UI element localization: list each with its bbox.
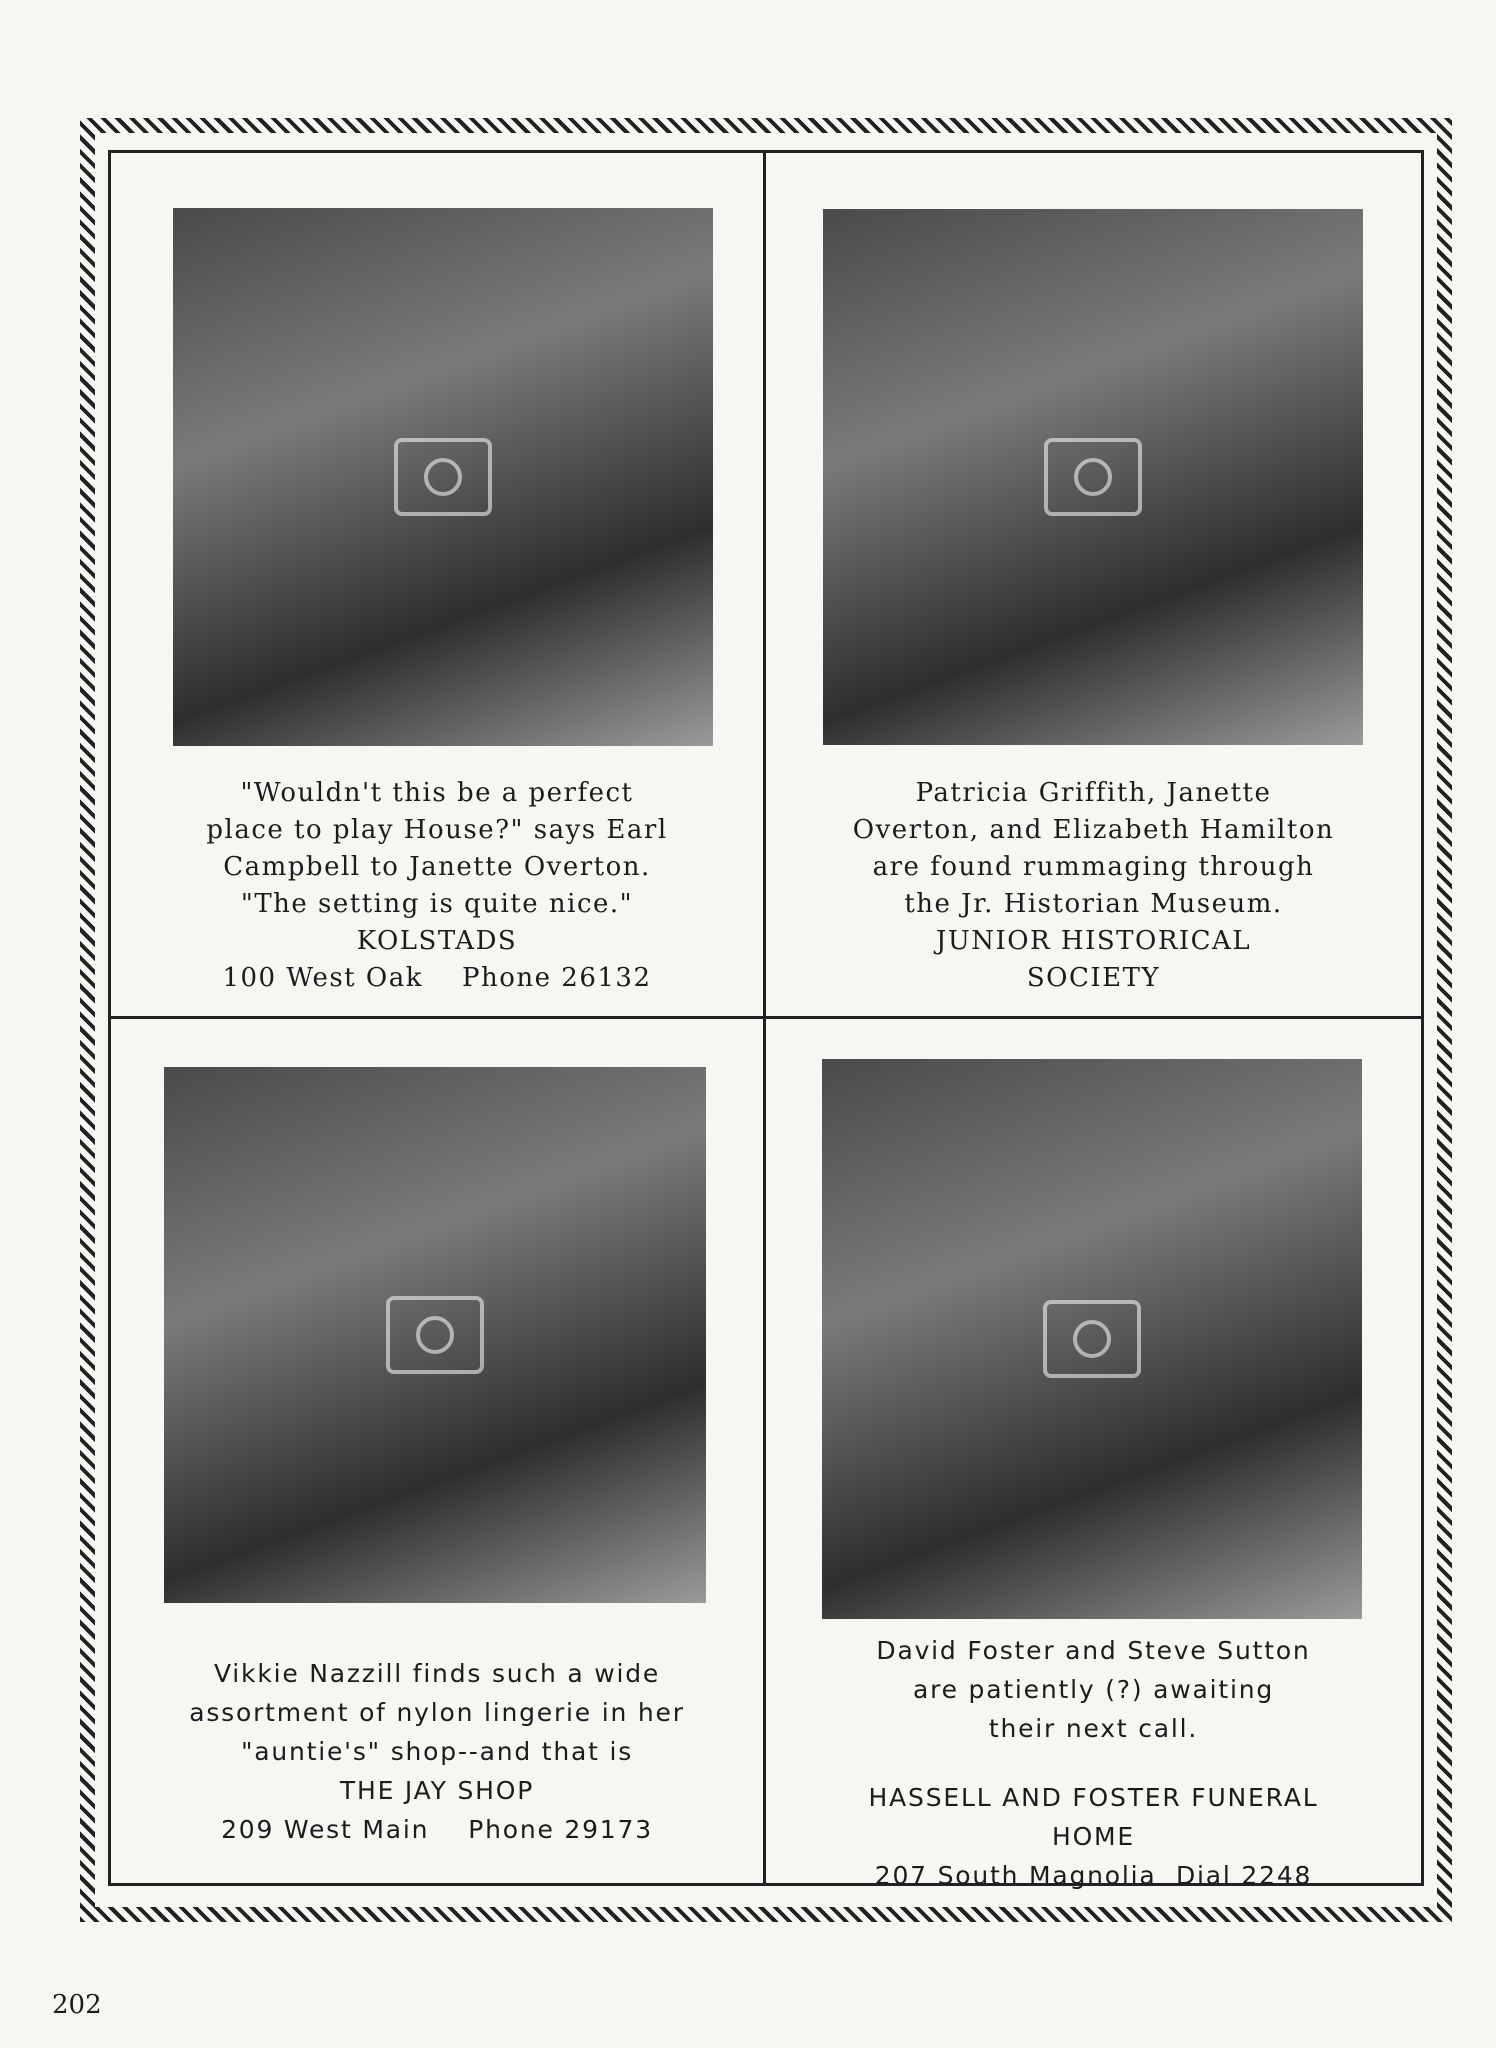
- ad-hassell-and-foster: [766, 1019, 1421, 1890]
- ad-photo-ambulance: [822, 1059, 1362, 1619]
- caption-line: assortment of nylon lingerie in her: [189, 1698, 685, 1727]
- caption-line: the Jr. Historian Museum.: [904, 889, 1283, 919]
- caption-line: "Wouldn't this be a perfect: [240, 778, 634, 808]
- caption-line: Vikkie Nazzill finds such a wide: [213, 1659, 661, 1688]
- caption-line: place to play House?" says Earl: [206, 815, 668, 845]
- ad-kolstads: [111, 153, 766, 1019]
- caption-spacer: [766, 1748, 1421, 1778]
- ad-caption: [111, 1654, 763, 1849]
- ad-photo-shop: [164, 1067, 706, 1603]
- business-address: 100 West Oak Phone 26132: [222, 963, 652, 993]
- ad-caption: [766, 775, 1421, 997]
- page-number: 202: [52, 1990, 102, 2020]
- caption-line: Overton, and Elizabeth Hamilton: [852, 815, 1335, 845]
- ad-grid: [108, 150, 1424, 1890]
- photo-icon: [1043, 1300, 1141, 1378]
- photo-icon: [1044, 438, 1142, 516]
- ad-caption: [111, 775, 763, 997]
- caption-line: are patiently (?) awaiting: [912, 1675, 1275, 1704]
- ad-the-jay-shop: [111, 1019, 766, 1883]
- business-address: 209 West Main Phone 29173: [221, 1815, 653, 1844]
- business-name: HASSELL AND FOSTER FUNERAL: [868, 1783, 1319, 1812]
- caption-line: Patricia Griffith, Janette: [915, 778, 1272, 808]
- photo-icon: [394, 438, 492, 516]
- ad-photo-museum: [823, 209, 1363, 745]
- ad-photo-dining: [173, 208, 713, 746]
- business-address: 207 South Magnolia Dial 2248: [874, 1861, 1313, 1890]
- caption-line: David Foster and Steve Sutton: [876, 1636, 1311, 1665]
- business-name: HOME: [1051, 1822, 1136, 1851]
- caption-line: are found rummaging through: [872, 852, 1315, 882]
- caption-line: "The setting is quite nice.": [240, 889, 634, 919]
- ad-caption: [766, 1631, 1421, 1895]
- business-name: KOLSTADS: [356, 926, 518, 956]
- business-name: THE JAY SHOP: [339, 1776, 535, 1805]
- business-name: JUNIOR HISTORICAL: [935, 926, 1252, 956]
- photo-icon: [386, 1296, 484, 1374]
- caption-line: Campbell to Janette Overton.: [223, 852, 651, 882]
- ad-junior-historical-society: [766, 153, 1421, 1019]
- caption-line: "auntie's" shop--and that is: [240, 1737, 634, 1766]
- caption-line: their next call.: [988, 1714, 1199, 1743]
- business-name: SOCIETY: [1026, 963, 1161, 993]
